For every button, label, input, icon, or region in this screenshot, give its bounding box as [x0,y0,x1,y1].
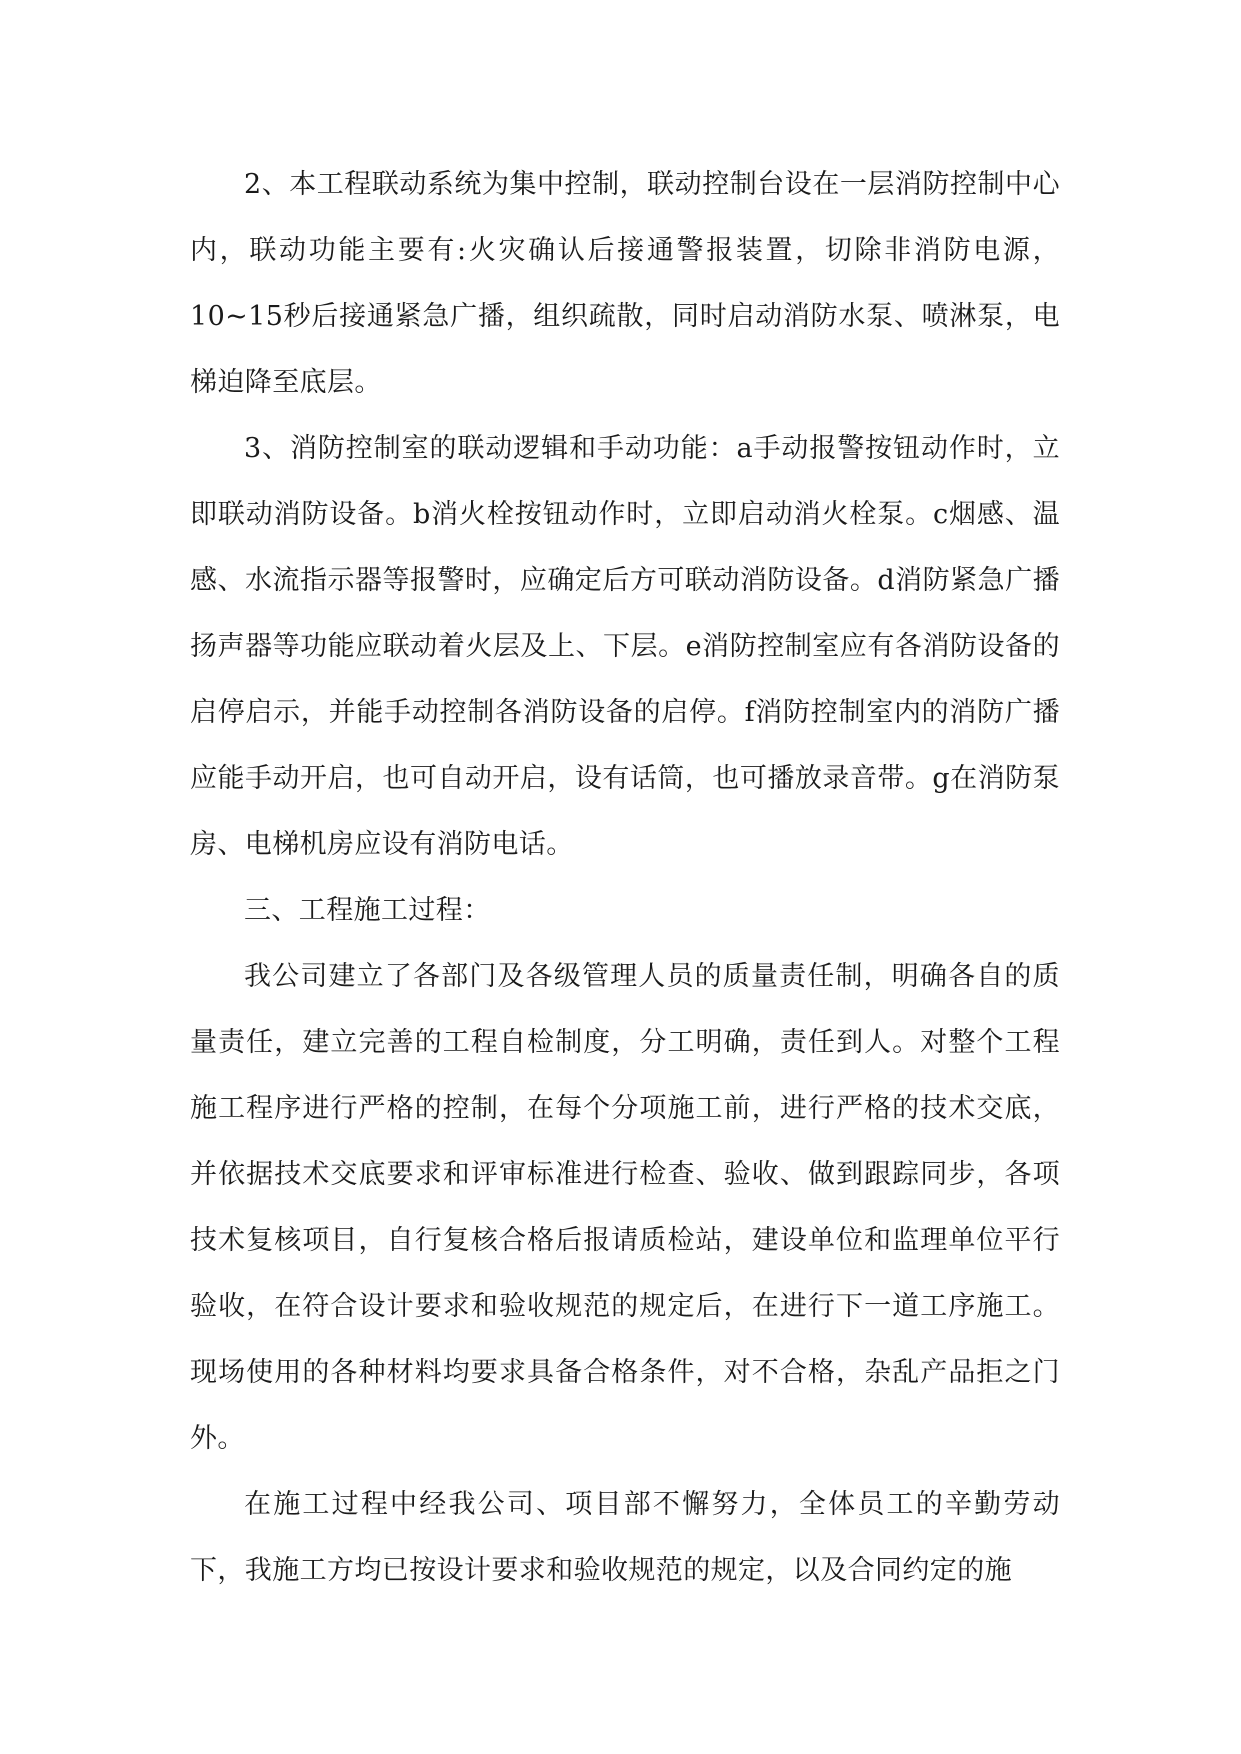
paragraph-control-room-logic: 3、消防控制室的联动逻辑和手动功能：a手动报警按钮动作时，立即联动消防设备。b消火栓按钮动作时，立即启动消火栓泵。c烟感、温感、水流指示器等报警时，应确定后方可联动消防设备。d消防紧急广播扬声器等功能应联动着火层及上、下层。e消防控制室应有各消防设备的启停启示，并能手动控制各消防设备的启停。f消防控制室内的消防广播应能手动开启，也可自动开启，设有话筒，也可播放录音带。g在消防泵房、电梯机房应设有消防电话。 [190,433,1060,860]
section-heading-construction-process: 三、工程施工过程： [244,895,491,926]
paragraph-quality-responsibility: 我公司建立了各部门及各级管理人员的质量责任制，明确各自的质量责任，建立完善的工程自检制度，分工明确，责任到人。对整个工程施工程序进行严格的控制，在每个分项施工前，进行严格的技术交底，并依据技术交底要求和评审标准进行检查、验收、做到跟踪同步，各项技术复核项目，自行复核合格后报请质检站，建设单位和监理单位平行验收，在符合设计要求和验收规范的规定后，在进行下一道工序施工。现场使用的各种材料均要求具备合格条件，对不合格，杂乱产品拒之门外。 [190,961,1060,1454]
document-body [190,152,1060,1604]
paragraph-construction-effort: 在施工过程中经我公司、项目部不懈努力，全体员工的辛勤劳动下，我施工方均已按设计要求和验收规范的规定，以及合同约定的施 [190,1489,1060,1586]
paragraph-linkage-system: 2、本工程联动系统为集中控制，联动控制台设在一层消防控制中心内，联动功能主要有:火灾确认后接通警报装置，切除非消防电源，10~15秒后接通紧急广播，组织疏散，同时启动消防水泵、喷淋泵，电梯迫降至底层。 [190,169,1060,398]
